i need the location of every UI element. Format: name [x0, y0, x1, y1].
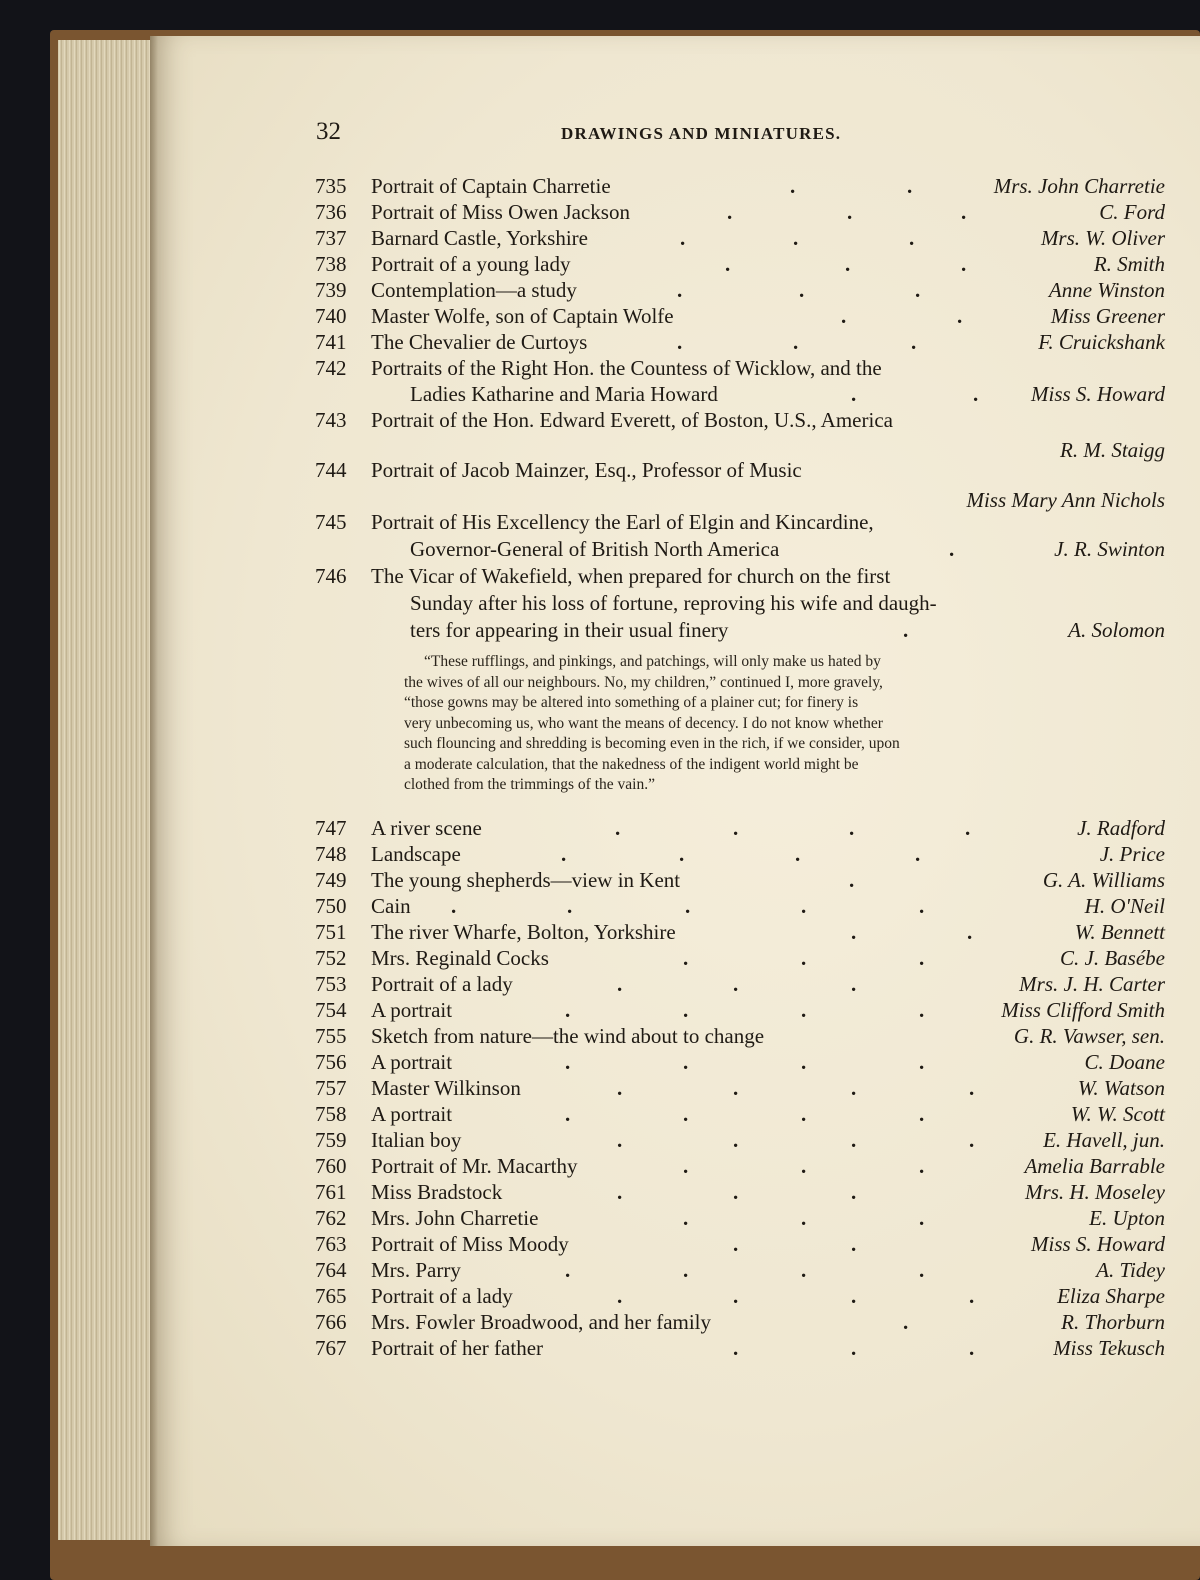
entry-title: The river Wharfe, Bolton, Yorkshire — [371, 920, 676, 944]
entry-artist: W. Watson — [1077, 1076, 1165, 1100]
entry-artist: Eliza Sharpe — [1057, 1284, 1165, 1308]
entry-title: Master Wilkinson — [371, 1076, 521, 1100]
entry-title: Barnard Castle, Yorkshire — [371, 226, 588, 250]
entry-number: 751 — [315, 920, 347, 944]
entry-title: Sketch from nature—the wind about to change — [371, 1024, 765, 1048]
entry-title: Contemplation—a study — [371, 278, 577, 302]
entry-artist: Mrs. W. Oliver — [1040, 226, 1165, 250]
entry-artist: C. Ford — [1099, 200, 1165, 224]
entry-number: 736 — [315, 200, 347, 224]
entry-number: 743 — [315, 408, 347, 432]
entry-title: Portrait of a lady — [371, 972, 513, 996]
entry-title: The young shepherds—view in Kent — [371, 868, 681, 892]
entry-artist: Miss S. Howard — [1031, 1232, 1165, 1256]
entry-title: Portraits of the Right Hon. the Countess of Wicklow, and the — [371, 356, 882, 380]
entry-number: 754 — [315, 998, 347, 1022]
entry-title: Portrait of Mr. Macarthy — [371, 1154, 578, 1178]
entry-number: 760 — [315, 1154, 347, 1178]
entry-number: 742 — [315, 356, 347, 380]
entry-title: Landscape — [371, 842, 461, 866]
entry-number: 750 — [315, 894, 347, 918]
entry-title: A river scene — [371, 816, 482, 840]
entry-artist: W. Bennett — [1074, 920, 1165, 944]
entry-number: 746 — [315, 564, 347, 588]
entry-number: 738 — [315, 252, 347, 276]
entry-number: 757 — [315, 1076, 347, 1100]
entry-number: 753 — [315, 972, 347, 996]
entry-artist: C. Doane — [1084, 1050, 1165, 1074]
entry-title-continued: ters for appearing in their usual finery — [410, 618, 729, 642]
quote-line: such flouncing and shredding is becoming even in the rich, if we consider, upon — [404, 735, 900, 752]
entry-number: 735 — [315, 174, 347, 198]
entry-artist: Mrs. John Charretie — [993, 174, 1165, 198]
entry-artist: Miss Clifford Smith — [1001, 998, 1165, 1022]
entry-number: 737 — [315, 226, 347, 250]
running-head — [316, 118, 1166, 150]
entry-artist: F. Cruickshank — [1038, 330, 1165, 354]
entry-artist: W. W. Scott — [1070, 1102, 1165, 1126]
quote-line: “those gowns may be altered into something of a plainer cut; for finery is — [404, 694, 859, 711]
page-title: DRAWINGS AND MINIATURES. — [561, 124, 842, 143]
entry-title-continued: Governor-General of British North America — [410, 537, 780, 561]
entry-number: 756 — [315, 1050, 347, 1074]
entry-artist: H. O'Neil — [1084, 894, 1165, 918]
entry-artist: Miss Mary Ann Nichols — [966, 488, 1165, 512]
entry-title-continued: Ladies Katharine and Maria Howard — [410, 382, 718, 406]
entry-number: 766 — [315, 1310, 347, 1334]
entry-number: 747 — [315, 816, 347, 840]
entry-artist: R. Thorburn — [1061, 1310, 1165, 1334]
entry-title: Miss Bradstock — [371, 1180, 503, 1204]
entry-title: A portrait — [371, 998, 453, 1022]
entry-number: 745 — [315, 510, 347, 534]
entry-artist: Miss Tekusch — [1053, 1336, 1165, 1360]
gutter-shadow — [150, 36, 158, 1546]
entry-number: 755 — [315, 1024, 347, 1048]
entry-artist: Miss S. Howard — [1031, 382, 1165, 406]
entry-number: 740 — [315, 304, 347, 328]
entry-title: Portrait of Captain Charretie — [371, 174, 611, 198]
entry-number: 765 — [315, 1284, 347, 1308]
entry-number: 763 — [315, 1232, 347, 1256]
entry-artist: J. R. Swinton — [1054, 537, 1165, 561]
entry-title: Portrait of a young lady — [371, 252, 571, 276]
entry-title: The Chevalier de Curtoys — [371, 330, 588, 354]
entry-title: Portrait of a lady — [371, 1284, 513, 1308]
entry-title: Portrait of Miss Moody — [371, 1232, 569, 1256]
entry-artist: G. R. Vawser, sen. — [1013, 1024, 1165, 1048]
entry-title: The Vicar of Wakefield, when prepared for church on the first — [371, 564, 891, 588]
page-number: 32 — [316, 118, 341, 145]
entry-number: 764 — [315, 1258, 347, 1282]
entry-number: 748 — [315, 842, 347, 866]
quote-line: the wives of all our neighbours. No, my children,” continued I, more gravely, — [404, 673, 883, 691]
entry-number: 761 — [315, 1180, 347, 1204]
entry-number: 762 — [315, 1206, 347, 1230]
entry-artist: A. Tidey — [1096, 1258, 1165, 1282]
entry-artist: Anne Winston — [1048, 278, 1165, 302]
entry-title: A portrait — [371, 1102, 453, 1126]
entry-title: Portrait of Miss Owen Jackson — [371, 200, 630, 224]
entry-title: Portrait of Jacob Mainzer, Esq., Professor of Music — [371, 458, 802, 482]
entry-artist: J. Radford — [1077, 816, 1165, 840]
entry-artist: R. Smith — [1093, 252, 1165, 276]
entry-artist: E. Upton — [1089, 1206, 1165, 1230]
entry-number: 767 — [315, 1336, 347, 1360]
entry-artist: E. Havell, jun. — [1043, 1128, 1165, 1152]
entry-title: Mrs. Parry — [371, 1258, 461, 1282]
entry-title: A portrait — [371, 1050, 453, 1074]
entry-title: Master Wolfe, son of Captain Wolfe — [371, 304, 674, 328]
entry-title: Mrs. Fowler Broadwood, and her family — [371, 1310, 712, 1334]
quotation-block — [404, 652, 1084, 796]
quote-line: a moderate calculation, that the nakedness of the indigent world might be — [404, 755, 859, 773]
quote-line: very unbecoming us, who want the means of decency. I do not know whether — [404, 714, 883, 732]
entry-number: 744 — [315, 458, 347, 482]
entry-artist: R. M. Staigg — [1060, 438, 1165, 462]
entry-artist: G. A. Williams — [1042, 868, 1165, 892]
entry-artist: A. Solomon — [1068, 618, 1165, 642]
quote-line: clothed from the trimmings of the vain.” — [404, 776, 655, 793]
entry-artist: J. Price — [1099, 842, 1165, 866]
entry-title: Portrait of His Excellency the Earl of Elgin and Kincardine, — [371, 510, 874, 534]
entry-number: 741 — [315, 330, 347, 354]
entry-title: Mrs. Reginald Cocks — [371, 946, 549, 970]
entry-number: 759 — [315, 1128, 347, 1152]
entry-number: 752 — [315, 946, 347, 970]
entry-title-continued: Sunday after his loss of fortune, reproving his wife and daugh- — [410, 591, 937, 615]
entry-number: 739 — [315, 278, 347, 302]
entry-title: Portrait of her father — [371, 1336, 544, 1360]
entry-artist: Mrs. J. H. Carter — [1019, 972, 1165, 996]
entry-title: Cain — [371, 894, 411, 918]
entry-number: 758 — [315, 1102, 347, 1126]
entry-artist: C. J. Basébe — [1060, 946, 1165, 970]
entry-artist: Mrs. H. Moseley — [1025, 1180, 1165, 1204]
entry-artist: Amelia Barrable — [1024, 1154, 1165, 1178]
entry-artist: Miss Greener — [1050, 304, 1165, 328]
entry-title: Portrait of the Hon. Edward Everett, of Boston, U.S., America — [371, 408, 893, 432]
entry-title: Mrs. John Charretie — [371, 1206, 539, 1230]
entry-number: 749 — [315, 868, 347, 892]
entry-title: Italian boy — [371, 1128, 462, 1152]
quote-line: “These rufflings, and pinkings, and patchings, will only make us hated by — [424, 653, 881, 670]
